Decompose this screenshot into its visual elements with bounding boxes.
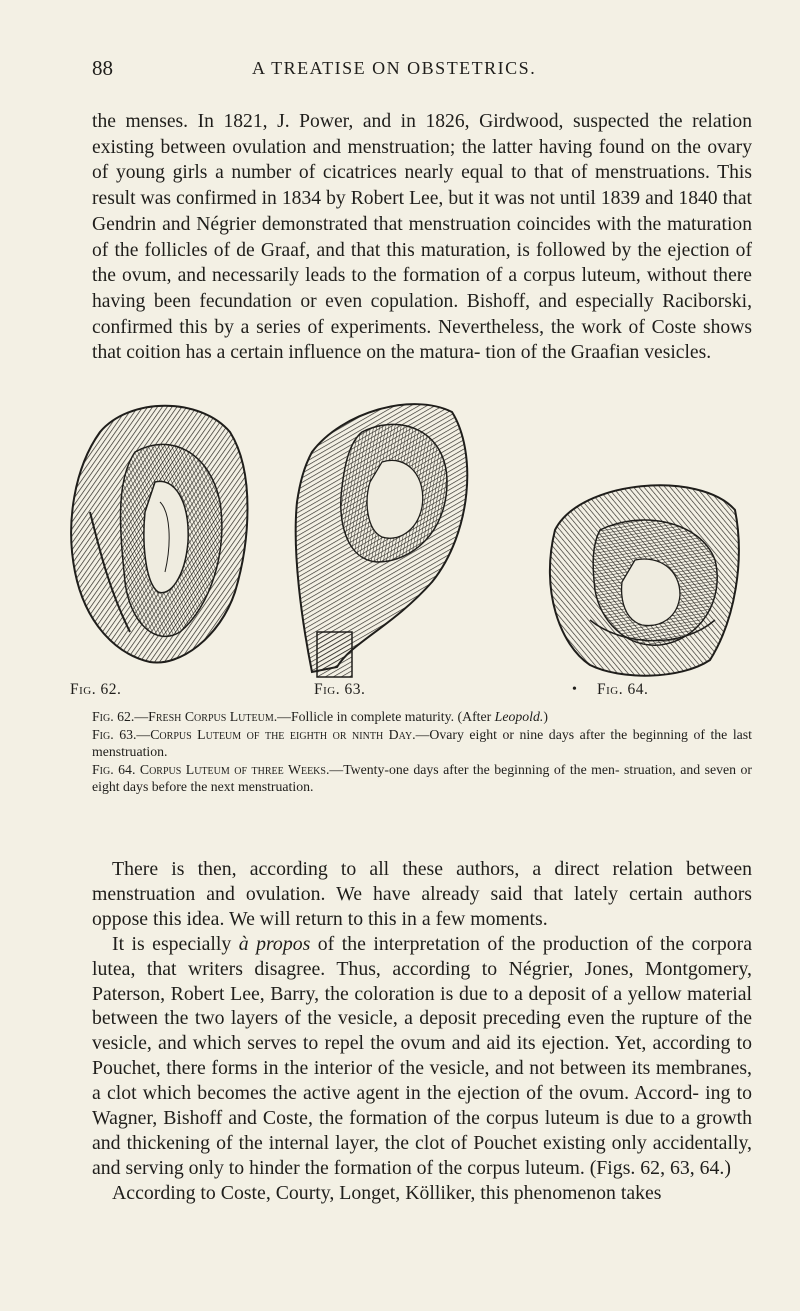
figure-63-illustration <box>282 392 480 682</box>
figure-64-label: Fig. 64. <box>597 681 649 698</box>
running-head: A TREATISE ON OBSTETRICS. <box>252 58 537 78</box>
caption-fig-64 <box>92 761 752 796</box>
caption-64-text: —Twenty-one days after the beginning of the men- struation, and seven or eight days before the next menstruation. <box>92 761 752 794</box>
caption-fig-63 <box>92 726 752 761</box>
figure-62-label: Fig. 62. <box>70 681 122 698</box>
caption-63-text: —Ovary eight or nine days after the beginning of the last menstruation. <box>92 726 752 759</box>
page-number: 88 <box>92 56 113 80</box>
paragraph: the menses. In 1821, J. Power, and in 1826, Girdwood, suspected the relation existing between ovulation and menstruation; the latter having found on the ovary of young girls a number of cicatrices nearly equal to that of menstruations. This result was confirmed in 1834 by Robert Lee, but it was not until 1839 and 1840 that Gendrin and Négrier demonstrated that menstruation coincides with the maturation of the follicles of de Graaf, and that this maturation, is followed by the ejection of the ovum, and necessarily leads to the formation of a corpus luteum, without there having been fecundation or even copulation. Bishoff, and especially Raciborski, confirmed this by a series of experiments. Nevertheless, the work of Coste shows that coition has a certain influence on the matura- tion of the Graafian vesicles. <box>92 111 752 364</box>
paragraph <box>92 932 752 1181</box>
caption-62-text: —Follicle in complete maturity. (After <box>277 709 495 724</box>
caption-62-close: ) <box>543 709 548 724</box>
figure-64-illustration <box>530 470 748 680</box>
page-header <box>92 56 752 86</box>
paragraph-3-italic: à propos <box>238 932 311 955</box>
paragraph-3-rest: of the interpretation of the production of the corpora lutea, that writers disagree. Thus, according to Négrier, Jones, Montgomery, Paterson, Robert Lee, Barry, the coloration is due to a deposit of a yellow material between the two layers of the vesicle, a deposit preceding even the rupture of the vesicle, and which serves to repel the ovum and aid its ejection. Yet, according to Pouchet, there forms in the interior of the vesicle, and not between its membranes, a clot which becomes the active agent in the ejection of the ovum. Accord- ing to Wagner, Bishoff and Coste, the formation of the corpus luteum is due to a growth and thickening of the internal layer, the clot of Pouchet existing only accidentally, and serving only to hinder the formation of the corpus luteum. (Figs. 62, 63, 64.) <box>92 932 753 1179</box>
caption-63-heading: Fig. 63.—Corpus Luteum of the eighth or ninth Day. <box>92 726 416 742</box>
caption-62-heading: Fig. 62.—Fresh Corpus Luteum. <box>92 709 278 724</box>
paragraph-3-start: It is especially <box>112 932 239 955</box>
figure-62-illustration <box>60 392 266 672</box>
figure-captions <box>92 708 752 796</box>
figure-63-label: Fig. 63. <box>314 681 366 698</box>
caption-64-heading: Fig. 64. Corpus Luteum of three Weeks. <box>92 761 330 777</box>
paragraph: There is then, according to all these authors, a direct relation between menstruation and ovulation. We have already said that lately certain authors oppose this idea. We will return to this in a few moments. <box>92 858 752 930</box>
caption-fig-62 <box>92 708 752 726</box>
paragraph: According to Coste, Courty, Longet, Kölliker, this phenomenon takes <box>112 1181 662 1204</box>
body-text-top <box>92 109 752 366</box>
body-text-bottom <box>92 857 752 1206</box>
bullet-mark: • <box>572 682 577 697</box>
caption-62-author: Leopold. <box>494 709 544 724</box>
